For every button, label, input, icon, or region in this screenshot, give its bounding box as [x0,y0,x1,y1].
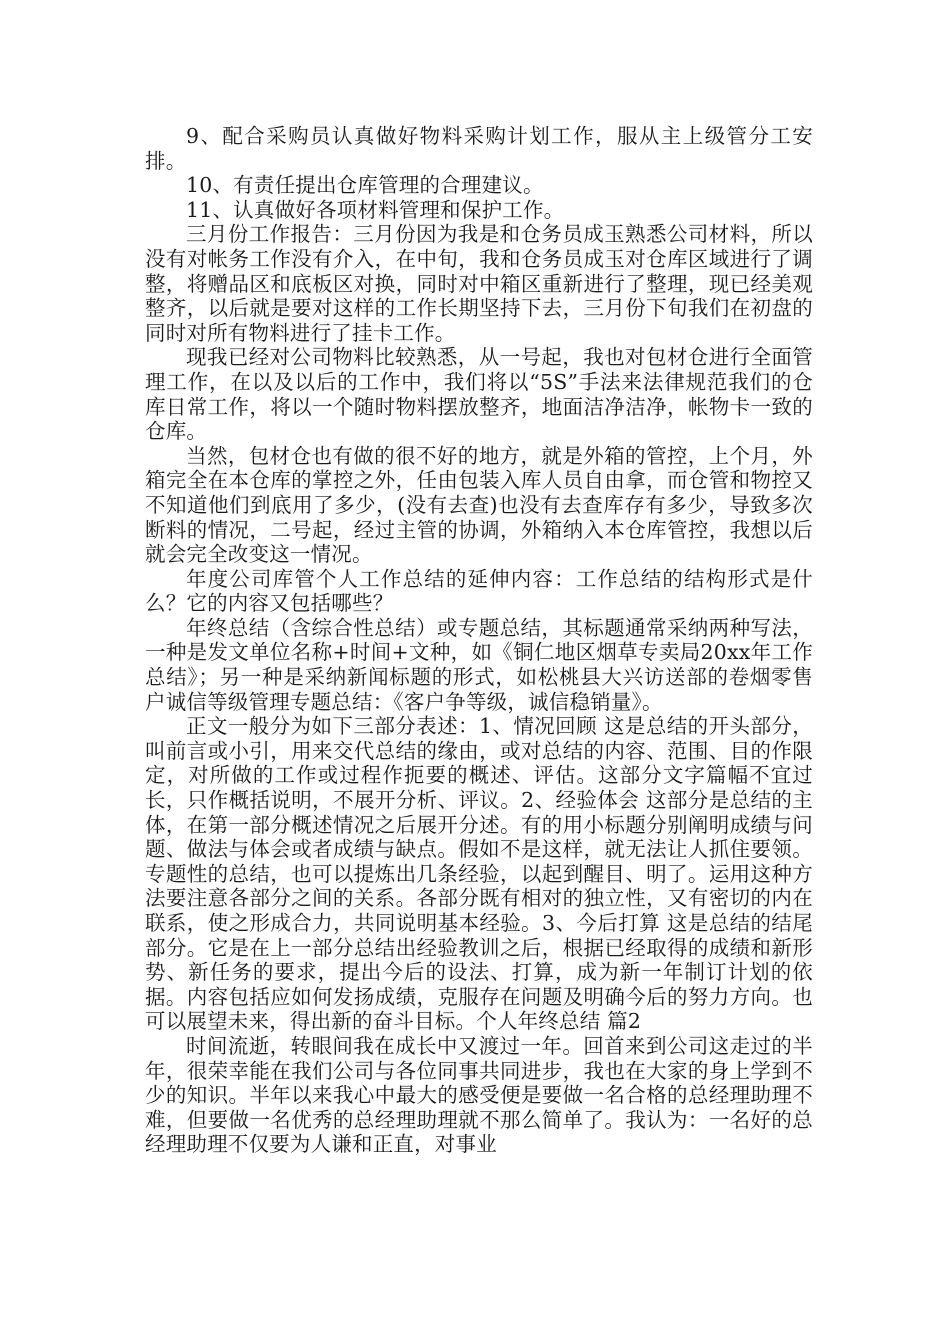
paragraph-item-10: 10、有责任提出仓库管理的合理建议。 [186,173,544,198]
paragraph-year-review: 时间流逝，转眼间我在成长中又渡过一年。回首来到公司这走过的半年，很荣幸能在我们公司与各位同事共同进步，我也在大家的身上学到不少的知识。半年以来我心中最大的感受便是要做一名合格的总经理助理不难，但要做一名优秀的总经理助理就不那么简单了。我认为：一名好的总经理助理不仅要为人谦和正直，对事业 [145,1033,813,1157]
paragraph-extension-question: 年度公司库管个人工作总结的延伸内容：工作总结的结构形式是什么？它的内容又包括哪些？ [145,566,813,616]
paragraph-march-report: 三月份工作报告：三月份因为我是和仓务员成玉熟悉公司材料，所以没有对帐务工作没有介入，在中旬，我和仓务员成玉对仓库区域进行了调整，将赠品区和底板区对换，同时对中箱区重新进行了整理，现已经美观整齐，以后就是要对这样的工作长期坚持下去，三月份下旬我们在初盘的同时对所有物料进行了挂卡工作。 [145,222,813,345]
document-body [145,124,813,1157]
paragraph-item-9: 9、配合采购员认真做好物料采购计划工作，服从主上级管分工安排。 [145,124,813,173]
paragraph-material-familiarity: 现我已经对公司物料比较熟悉，从一号起，我也对包材仓进行全面管理工作，在以及以后的工作中，我们将以“5S”手法来法律规范我们的仓库日常工作，将以一个随时物料摆放整齐，地面洁净洁净，帐物卡一致的仓库。 [145,345,813,444]
paragraph-body-structure: 正文一般分为如下三部分表述：1、情况回顾 这是总结的开头部分，叫前言或小引，用来交代总结的缘由，或对总结的内容、范围、目的作限定，对所做的工作或过程作扼要的概述、评估。这部分文字篇幅不宜过长，只作概括说明，不展开分析、评议。2、经验体会 这部分是总结的主体，在第一部分概述情况之后展开分述。有的用小标题分别阐明成绩与问题、做法与体会或者成绩与缺点。假如不是这样，就无法让人抓住要领。专题性的总结，也可以提炼出几条经验，以起到醒目、明了。运用这种方法要注意各部分之间的关系。各部分既有相对的独立性，又有密切的内在联系，使之形成合力，共同说明基本经验。3、今后打算 这是总结的结尾部分。它是在上一部分总结出经验教训之后，根据已经取得的成绩和新形势、新任务的要求，提出今后的设法、打算，成为新一年制订计划的依据。内容包括应如何发扬成绩，克服存在问题及明确今后的努力方向。也可以展望未来，得出新的奋斗目标。个人年终总结 篇2 [145,714,813,1034]
paragraph-item-11: 11、认真做好各项材料管理和保护工作。 [186,197,565,222]
paragraph-title-formats: 年终总结（含综合性总结）或专题总结，其标题通常采纳两种写法，一种是发文单位名称+时间+文种，如《铜仁地区烟草专卖局20xx年工作总结》；另一种是采纳新闻标题的形式，如松桃县大兴访送部的卷烟零售户诚信等级管理专题总结：《客户争等级，诚信稳销量》。 [145,615,813,714]
paragraph-outer-box-control: 当然，包材仓也有做的很不好的地方，就是外箱的管控，上个月，外箱完全在本仓库的掌控之外，任由包装入库人员自由拿，而仓管和物控又不知道他们到底用了多少，(没有去查)也没有去查库存有多少，导致多次断料的情况，二号起，经过主管的协调，外箱纳入本仓库管控，我想以后就会完全改变这一情况。 [145,443,813,567]
